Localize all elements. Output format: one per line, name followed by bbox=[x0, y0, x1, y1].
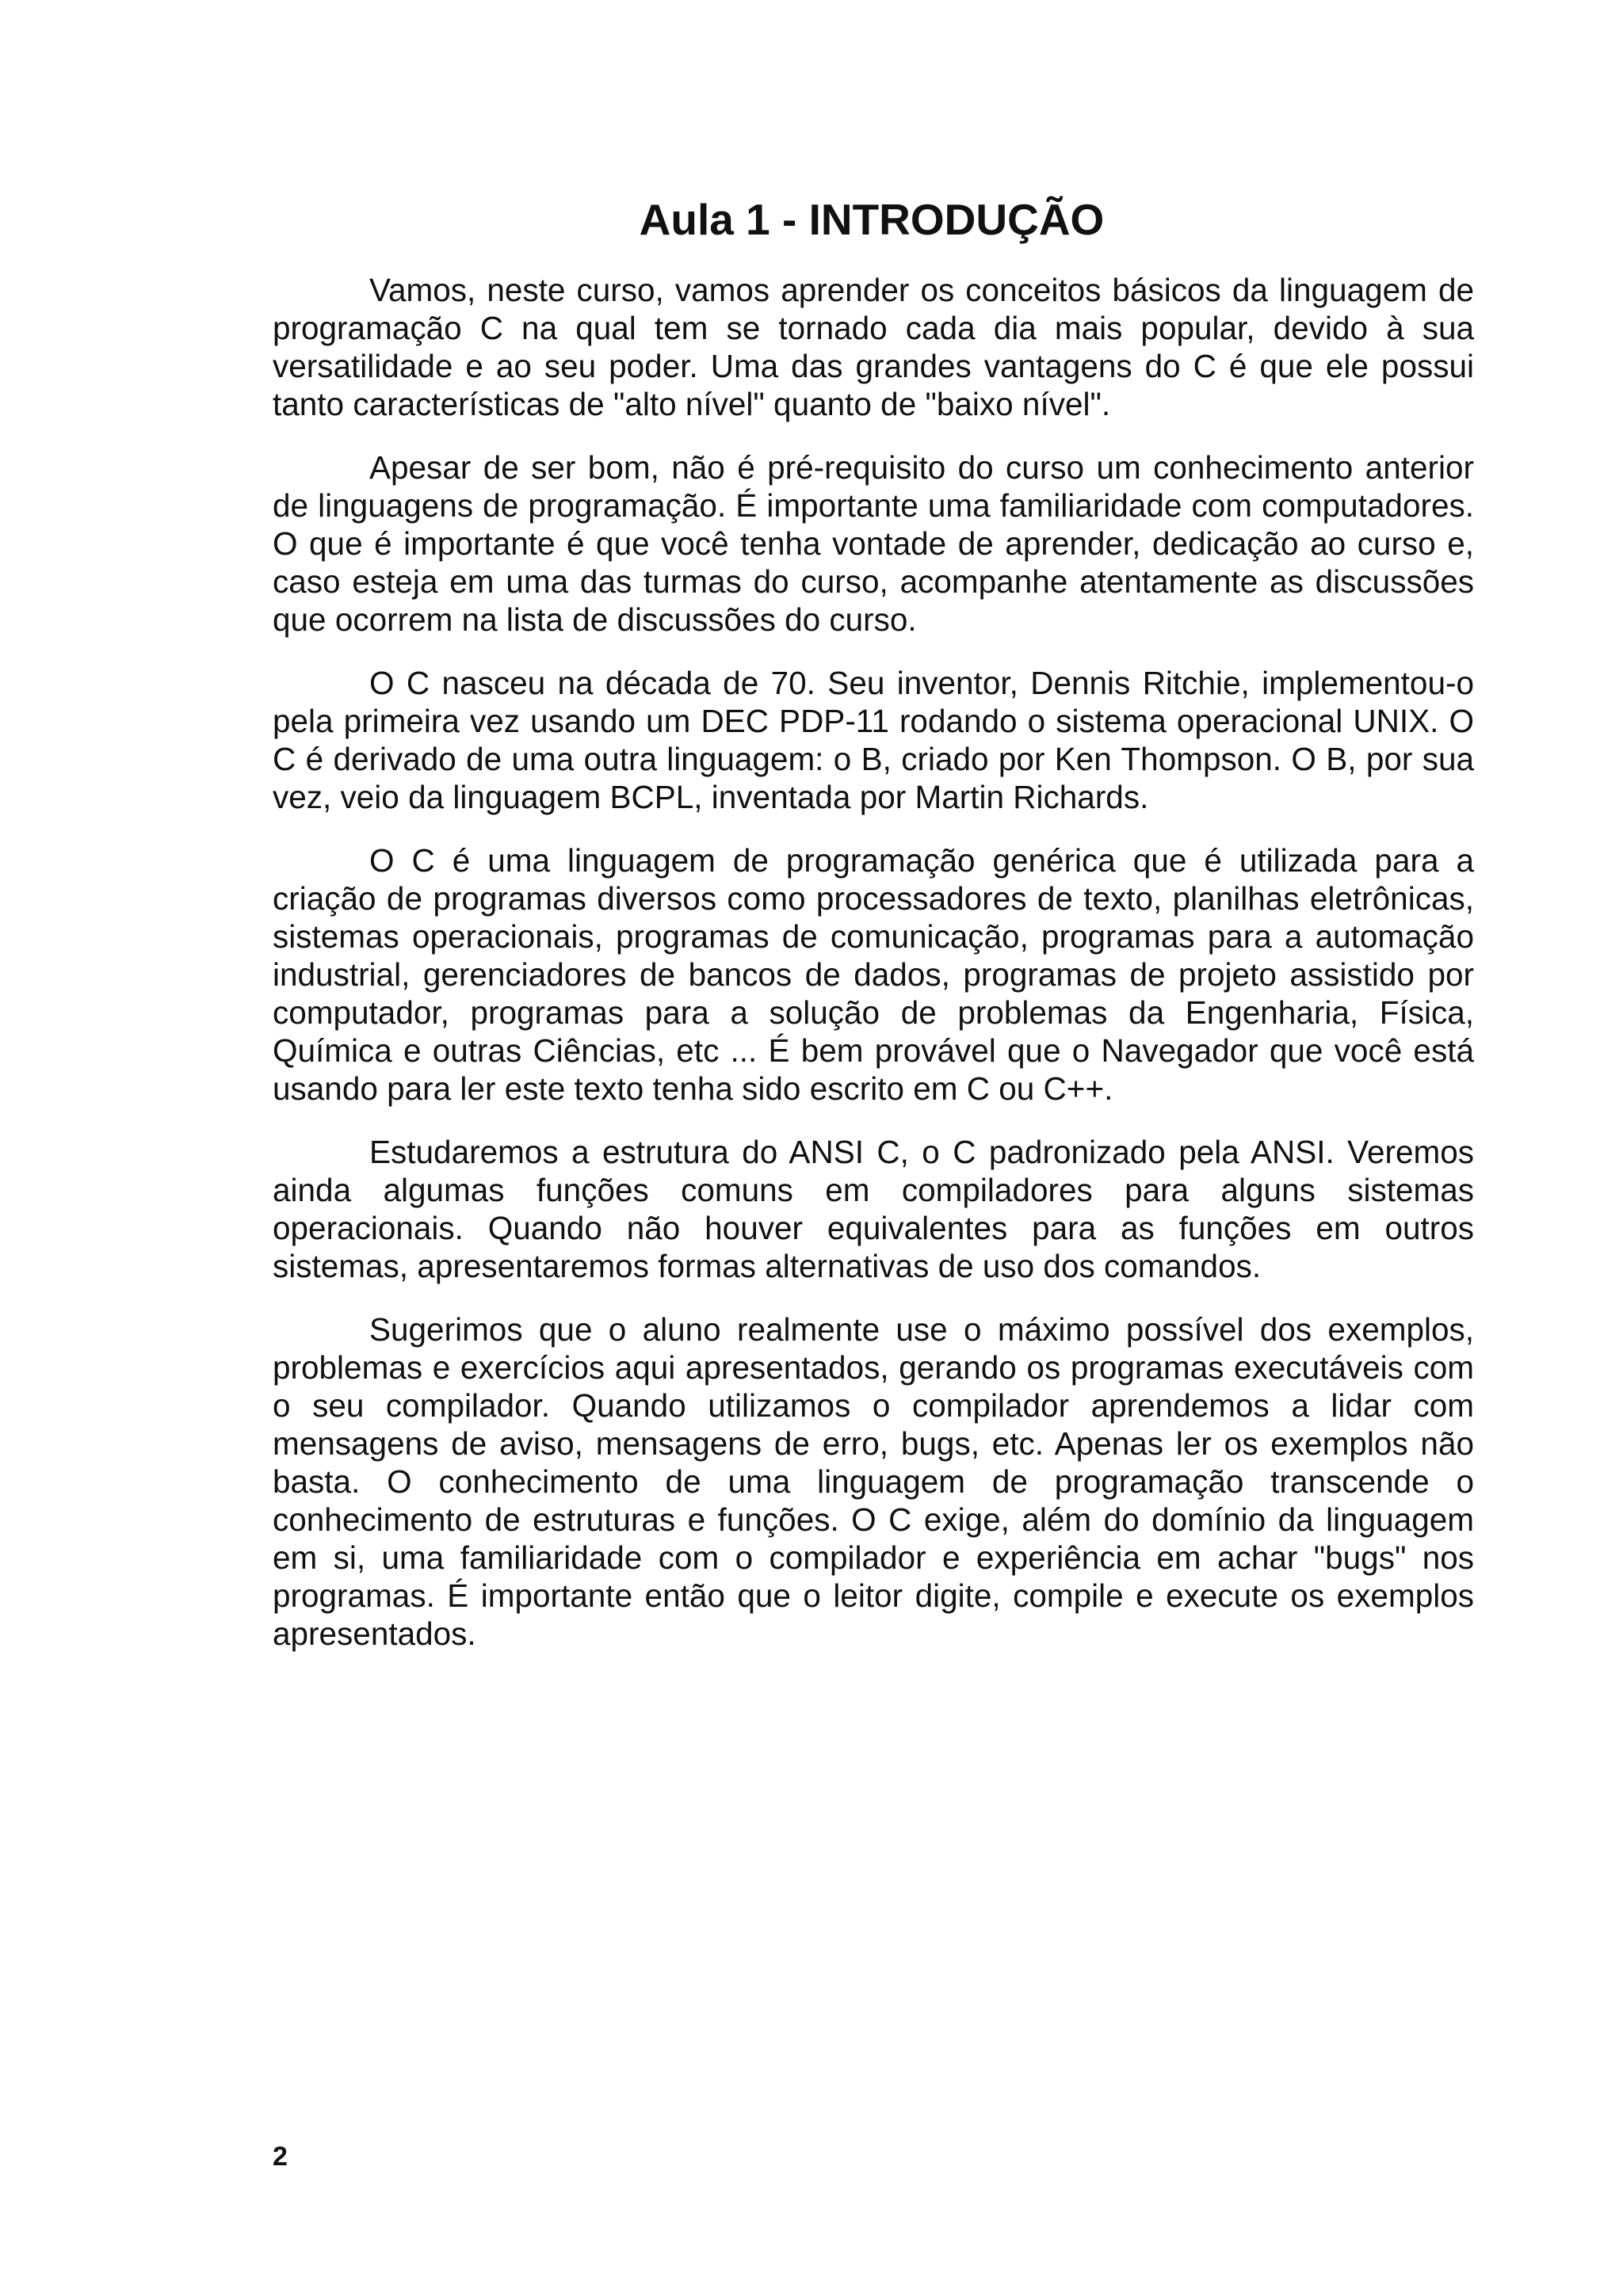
paragraph-prerequisites: Apesar de ser bom, não é pré-requisito do curso um conhecimento anterior de linguagens de programação. É importante uma familiaridade com computadores. O que é importante é que você tenha vontade de aprender, dedicação ao curso e, caso esteja em uma das turmas do curso, acompanhe atentamente as discussões que ocorrem na lista de discussões do curso. bbox=[273, 449, 1474, 638]
page-number: 2 bbox=[273, 2142, 288, 2172]
page-title: Aula 1 - INTRODUÇÃO bbox=[639, 195, 1105, 244]
paragraph-uses: O C é uma linguagem de programação genérica que é utilizada para a criação de programas diversos como processadores de texto, planilhas eletrônicas, sistemas operacionais, programas de comunicação, programas para a automação industrial, gerenciadores de bancos de dados, programas de projeto assistido por computador, programas para a solução de problemas da Engenharia, Física, Química e outras Ciências, etc ... É bem provável que o Navegador que você está usando para ler este texto tenha sido escrito em C ou C++. bbox=[273, 842, 1474, 1107]
paragraph-practice: Sugerimos que o aluno realmente use o máximo possível dos exemplos, problemas e exercícios aqui apresentados, gerando os programas executáveis com o seu compilador. Quando utilizamos o compilador aprendemos a lidar com mensagens de aviso, mensagens de erro, bugs, etc. Apenas ler os exemplos não basta. O conhecimento de uma linguagem de programação transcende o conhecimento de estruturas e funções. O C exige, além do domínio da linguagem em si, uma familiaridade com o compilador e experiência em achar "bugs" nos programas. É importante então que o leitor digite, compile e execute os exemplos apresentados. bbox=[273, 1311, 1474, 1652]
paragraph-history: O C nasceu na década de 70. Seu inventor, Dennis Ritchie, implementou-o pela primeira vez usando um DEC PDP-11 rodando o sistema operacional UNIX. O C é derivado de uma outra linguagem: o B, criado por Ken Thompson. O B, por sua vez, veio da linguagem BCPL, inventada por Martin Richards. bbox=[273, 665, 1474, 815]
paragraph-intro: Vamos, neste curso, vamos aprender os conceitos básicos da linguagem de programação C na qual tem se tornado cada dia mais popular, devido à sua versatilidade e ao seu poder. Uma das grandes vantagens do C é que ele possui tanto características de "alto nível" quanto de "baixo nível". bbox=[273, 272, 1474, 422]
paragraph-ansi-c: Estudaremos a estrutura do ANSI C, o C padronizado pela ANSI. Veremos ainda algumas funções comuns em compiladores para alguns sistemas operacionais. Quando não houver equivalentes para as funções em outros sistemas, apresentaremos formas alternativas de uso dos comandos. bbox=[273, 1134, 1474, 1284]
body-text bbox=[273, 271, 1474, 1678]
